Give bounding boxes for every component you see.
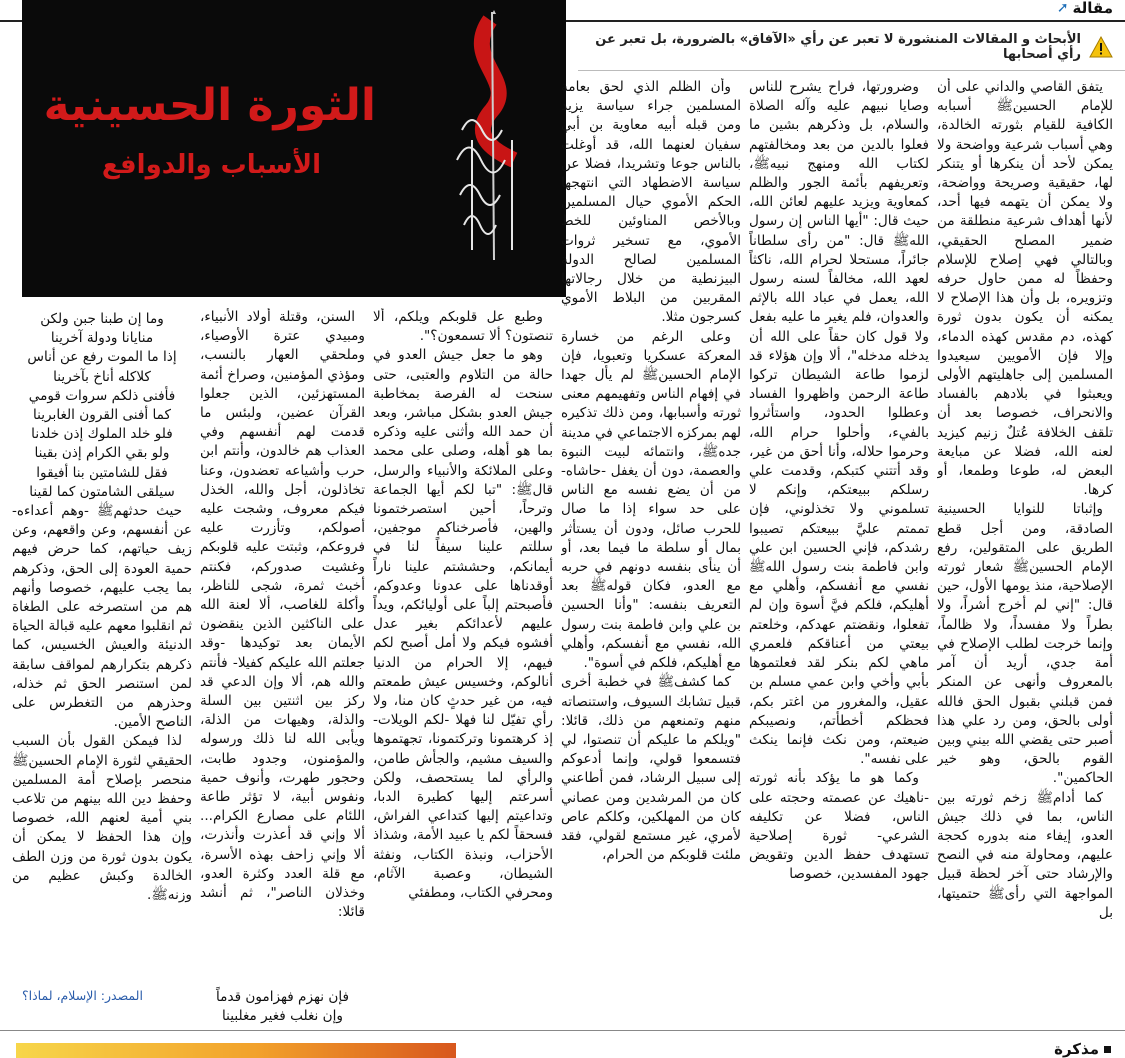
section-title: [1057, 0, 1113, 16]
paragraph: وهو ما جعل جيش العدو في حالة من التلاوم والعتبى، حتى سنحت له الفرصة بمخاطبة جيش العدو بشكل مباشر، وبعد أن حمد الله وأثنى عليه وذكره بما هو أهله، وصلى على محمد وعلى الملائكة والأنبياء والرسل، قالﷺ: "تبا لكم أيها الجماعة وترحاً، أحين استصرختمونا والهين، فأصرخناكم موجفين، سللتم علينا سيفاً لنا في أيمانكم، وحششتم علينا ناراً أوقدناها على عدونا وعدوكم، فأصبحتم إلباً على أوليائكم، ويداً عليهم لأعدائكم بغير عدل أفشوه فيكم ولا أمل أصبح لكم فيهم، إلا الحرام من الدنيا أنالوكم، وخسيس عيش طمعتم فيه، من غير حدثٍ كان منا، ولا رأي تفيّل لنا فهلا -لكم الويلات- إذ كرهتمونا وتركتمونا، تجهتموها والسيف مشيم، والجأش طامن، والرأي لما يستحصف، ولكن أسرعتم إليها كطيرة الدبا، وتداعيتم إليها كتداعي الفراش، فسحقاً لكم يا عبيد الأمة، وشذاذ الأحزاب، ونبذة الكتاب، ونفثة الشيطان، وعصبة الآثام، ومحرفي الكتاب، ومطفئي: [373, 347, 553, 902]
paragraph: وأن الظلم الذي لحق بعامة المسلمين جراء سياسة يزيد ومن قبله أبيه معاوية بن أبي سفيان لعنهما الله، قد أوغلت بالناس جوعا وتشريدا، فضلا عن سياسة الاضطهاد التي انتهجها الحكم الأموي حيال المسلمين وبالأخص المناوئين للخط الأموي، مع تسخير ثروات المسلمين لصالح الدولة البيزنطية من خلال رجالاتها المقربين من البلاط الأموي كسرجون مثلا.: [561, 79, 741, 326]
article-column-2: [749, 78, 929, 1014]
poem-closing: [200, 988, 365, 1026]
section-arrow-icon: ➚: [1056, 0, 1069, 16]
section-title-text: مقالة: [1072, 0, 1113, 17]
poem-line: فقل للشامتين بنا أفيقوا: [36, 464, 168, 481]
disclaimer: [573, 34, 1113, 60]
hero-subtitle: الأسباب والدوافع: [101, 150, 321, 180]
poem-line: فلو خلد الملوك إذن خلدنا: [31, 426, 173, 443]
poem-line: سيلقى الشامتون كما لقينا: [29, 483, 175, 500]
article-column-6: [12, 310, 192, 986]
poem-line: فإن نهزم فهزامون قدماً: [216, 989, 349, 1005]
next-section-bar: [0, 1034, 1125, 1058]
red-ribbon-art: [422, 0, 562, 297]
paragraph: لذا فيمكن القول بأن السبب الحقيقي لثورة الإمام الحسينﷺ منحصر بإصلاح أمة المسلمين وحفظ دين الله بينهم من تلاعب بني أمية لعنهم الله، خصوصا وإن هذا الحفظ لا يمكن أن يكون بدون ثورة من وزن الطف الخالدة وكبش عظيم من وزنهﷺ.: [12, 733, 192, 904]
disclaimer-rule: [578, 70, 1125, 71]
paragraph: حيث حدثهمﷺ -وهم أعداءه- عن أنفسهم، وعن واقعهم، وعن زيف حياتهم، كما حرض فيهم حمية العودة إلى الحق، وذكرهم بما يجب عليهم، خصوصا وأنهم هم من استصرخه على الطغاة ثم انقلبوا معهم عليه قبالة الحياة الدنيئة والعيش الخسيس، كما ذكرهم بتكرارهم لمواقف سابقة لمن استنصر الحق ثم خذله، وحذرهم من التغطرس على الناصح الأمين.: [12, 503, 192, 731]
next-section-label: مذكرة: [1054, 1040, 1099, 1058]
article-column-4: [373, 308, 553, 1014]
article-column-1: [937, 78, 1113, 1014]
hero-image: [22, 0, 566, 297]
poem-line: فأفنى ذلكم سروات قومي: [28, 387, 176, 404]
poem-line: كما أفنى القرون الغابرينا: [33, 407, 171, 424]
paragraph: كما كشفﷺ في خطبة أخرى قبيل تشابك السيوف، واستنصاته منهم وتمنعهم من ذلك، قائلا: "ويلكم ما عليكم أن تنصتوا، لي فتسمعوا قولي، وإنما أدعوكم إلى سبيل الرشاد، فمن أطاعني كان من المرشدين ومن عصاني كان من المهلكين، وكلكم عاص لأمري، غير مستمع لقولي، فقد ملئت قلوبكم من الحرام،: [561, 674, 741, 864]
poem-line: وما إن طبنا جبن ولكن: [40, 311, 164, 327]
paragraph: وكما هو ما يؤكد بأنه ثورته -ناهيك عن عصمته وحجته على الناس، فضلا عن تكليفه الشرعي- ثورة إصلاحية تستهدف حفظ الدين وتقويض جهود المفسدين، خصوصا: [749, 770, 929, 883]
source-link[interactable]: المصدر: الإسلام، لماذا؟: [22, 988, 143, 1003]
article-column-5: [200, 308, 365, 984]
poem-line: إذا ما الموت رفع عن أناس: [27, 349, 177, 366]
article-column-3: [561, 78, 741, 1014]
next-section-banner: [16, 1043, 456, 1058]
square-bullet-icon: [1104, 1046, 1111, 1053]
poem-line: كلاكله أناخ بآخرينا: [53, 368, 151, 385]
warning-icon: [1089, 36, 1113, 58]
paragraph: وطبع عل قلوبكم ويلكم، ألا تنصتون؟ ألا تسمعون؟".: [373, 309, 553, 345]
paragraph: السنن، وقتلة أولاد الأنبياء، ومبيدي عترة الأوصياء، وملحقي العهار بالنسب، ومؤذي المؤمنين، وصراخ أئمة المستهزئين، الذين جعلوا القرآن عضين، ولبئس ما قدمت لهم أنفسهم وفي العذاب هم خالدون، وأنتم ابن حرب وأشياعه تعضدون، وعنا تخاذلون، أجل والله، الخذل فيكم معروف، وشجت عليه أصولكم، وتأزرت عليه فروعكم، وثبتت عليه قلوبكم وغشيت صدوركم، فكنتم أخبث ثمرة، شجى للناظر، وأكلة للغاصب، ألا لعنة الله على الناكثين الذين ينقضون الأيمان بعد توكيدها -وقد جعلتم الله عليكم كفيلا- فأنتم والله هم، ألا وإن الدعي قد ركز بين اثنتين بين السلة والذلة، وهيهات من الذلة، ويأبى الله لنا ذلك ورسوله والمؤمنون، وجدود طابت، وحجور طهرت، وأنوف حمية ونفوس أبية، لا تؤثر طاعة اللئام على مصارع الكرام... ألا وإني قد أعذرت وأنذرت، ألا وإني زاحف بهذه الأسرة، مع قلة العدد وكثرة العدو، وخذلان الناصر"، ثم أنشد قائلا:: [200, 309, 365, 921]
disclaimer-text: الأبحاث و المقالات المنشورة لا تعبر عن رأي «الآفاق» بالضرورة، بل تعبر عن رأي أصحابها: [595, 32, 1081, 62]
hero-title: الثورة الحسينية: [43, 80, 376, 131]
paragraph: وضرورتها، فراح يشرح للناس وصايا نبيهم عليه وآله الصلاة والسلام، بل وذكرهم بشين ما فعلوا بالدين من بعد ومخالفتهم لكتاب الله ومنهج نبيهﷺ، وتعريفهم بأئمة الجور والظلم كمعاوية ويزيد عليهم لعائن الله، حيث قال: "أيها الناس إن رسول اللهﷺ قال: "من رأى سلطاناً جائراً، مستحلا لحرام الله، ناكثاً لعهد الله، مخالفاً لسنه رسول الله، يعمل في عباد الله بالإثم والعدوان، فلم يغير ما عليه بفعل ولا قول كان حقاً على الله أن يدخله مدخله"، ألا وإن هؤلاء قد لزموا طاعة الشيطان تركوا طاعة الرحمن واظهروا الفساد وعطلوا الحدود، واستأثروا بالفيء، وأحلوا حرام الله، وحرموا حلاله، وأنا أحق من غير، وقد أتتني كتبكم، وقدمت علي رسلكم ببيعتكم، وإنكم لا تسلموني ولا تخذلوني، فإن تممتم عليَّ ببيعتكم تصيبوا رشدكم، فإني الحسين ابن علي وابن فاطمة بنت رسول اللهﷺ نفسي مع أنفسكم، وأهلي مع أهليكم، فلكم فيَّ أسوة وإن لم تفعلوا، ونقضتم عهدكم، وخلعتم بيعتي من أعناقكم فلعمري ماهي لكم بنكر لقد فعلتموها بأبي وأخي وابن عمي مسلم بن عقيل، والمغرور من اغتر بكم، فحظكم أخطأتم، ونصيبكم ضيعتم، ومن نكث فإنما ينكث على نفسه".: [749, 79, 929, 768]
bottom-rule: [0, 1030, 1125, 1031]
poem-line: وإن نغلب فغير مغلبينا: [222, 1008, 343, 1025]
paragraph: وإثباتا للنوايا الحسينية الصادقة، ومن أجل قطع الطريق على المتقولين، رفع الإمام الحسينﷺ شعار ثورته الإصلاحية، منذ يومها الأول، حين قال: "إني لم أخرج أشراً، ولا بطراً ولا مفسداً، ولا ظالماً، وإنما خرجت لطلب الإصلاح في أمة جدي، أريد أن آمر بالمعروف وأنهى عن المنكر فمن قبلني بقبول الحق فالله أولى بالحق، ومن رد علي هذا أصبر حتى يقضي الله بيني وبين القوم بالحق، وهو خير الحاكمين".: [937, 501, 1113, 787]
poem-verses: [12, 310, 192, 502]
paragraph: يتفق القاصي والداني على أن للإمام الحسينﷺ أسبابه الكافية للقيام بثورته الخالدة، وهي أسباب شرعية وواضحة ولا يمكن لأحد أن ينكرها أو يتنكر لها، حقيقية وصريحة وواضحة، ولا يمكن أن يتهمه فيها أحد، لأنها أهداف شرعية منطلقة من ضمير المصلح الحقيقي، وبالتالي فهي إصلاح للإسلام وحفظاً له ممن حاول حرفه وتزويره، بل وأن هذا الإصلاح لا يمكنه أن يكون بدون ثورة كهذه، دم مقدس كهذه الدماء، وإلا فإن الأمويين سيعيدوا المسلمين إلى جاهليتهم الأولى ويعبثوا في بلادهم بالفساد والانحراف، خصوصا بعد أن تلقف الخلافة عُتلٌ زنيم كيزيد لعنه الله، فضلا عن مبايعة البعض له، طوعا وطمعا، أو كرها.: [937, 79, 1113, 499]
poem-line: ولو بقي الكرام إذن بقينا: [34, 445, 170, 462]
next-section-title: [1054, 1040, 1111, 1058]
paragraph: كما أدامﷺ زخم ثورته بين الناس، بما في ذلك جيش العدو، إيفاء منه بدوره كحجة عليهم، ومحاولة منه في النصح والإرشاد حتى آخر لحظة قبيل المواجهة التي رأىﷺ حتميتها، بل: [937, 789, 1113, 921]
paragraph: وعلى الرغم من خسارة المعركة عسكريا وتعبويا، فإن الإمام الحسينﷺ لم يأل جهدا في إفهام الناس وتفهيمهم معنى ثورته وأسبابها، ومن ذلك تذكيره لهم بمركزه الاجتماعي في مدينة جدهﷺ، وانتمائه لبيت النبوة والعصمة، دون أن يغفل -حاشاه- من أن يضع نفسه مع الناس على حد سواء إذا ما صال للحرب صائل، ودون أن يستأثر بمال أو سلطة ما فيما بعد، أو أن ينأى بنفسه دونهم في حربه مع العدو، فكان قولهﷺ بعد التعريف بنفسه: "وأنا الحسين بن علي وابن فاطمة بنت رسول الله، نفسي مع أنفسكم، وأهلي مع أهليكم، فلكم في أسوة".: [561, 328, 741, 672]
poem-line: منايانا ودولة آخرينا: [50, 330, 154, 347]
